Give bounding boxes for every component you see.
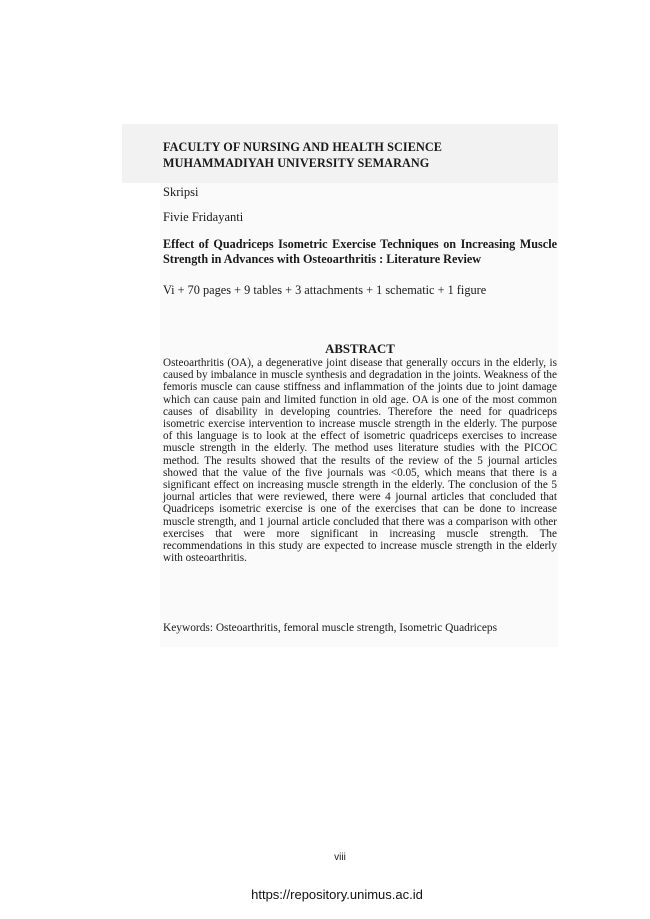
abstract-body: Osteoarthritis (OA), a degenerative joint disease that generally occurs in the elderly, is caused by imbalance in muscle synthesis and degradation in the joints. Weakness of the femoris muscle can cause stiffness and inflammation of the joints due to joint damage which can cause pain and limited function in old age. OA is one of the most common causes of disability in developing countries. Therefore the need for quadriceps isometric exercise intervention to increase muscle strength in the elderly. The purpose of this language is to look at the effect of isometric quadriceps exercises to increase muscle strength in the elderly. The method uses literature studies with the PICOC method. The results showed that the results of the review of the 5 journal articles showed that the value of the five journals was <0.05, which means that there is a significant effect on increasing muscle strength in the elderly. The conclusion of the 5 journal articles that were reviewed, there were 4 journal articles that concluded that Quadriceps isometric exercise is one of the exercises that can be done to increase muscle strength, and 1 journal article concluded that there was a comparison with other exercises that were more significant in increasing muscle strength. The recommendations in this study are expected to increase muscle strength in the elderly with osteoarthritis. — [163, 357, 557, 565]
thesis-title: Effect of Quadriceps Isometric Exercise Techniques on Increasing Muscle Strength in Advances with Osteoarthritis : Literature Review — [163, 237, 557, 266]
document-type: Skripsi — [163, 185, 199, 199]
abstract-heading: ABSTRACT — [325, 342, 395, 356]
keywords: Keywords: Osteoarthritis, femoral muscle strength, Isometric Quadriceps — [163, 622, 498, 634]
faculty-header — [163, 139, 553, 171]
page-counts: Vi + 70 pages + 9 tables + 3 attachments + 1 schematic + 1 figure — [163, 283, 487, 297]
author-name: Fivie Fridayanti — [163, 210, 244, 224]
page-number: viii — [334, 852, 346, 863]
footer-url[interactable]: https://repository.unimus.ac.id — [251, 887, 423, 902]
faculty-line-1: FACULTY OF NURSING AND HEALTH SCIENCE — [163, 140, 442, 154]
faculty-line-2: MUHAMMADIYAH UNIVERSITY SEMARANG — [163, 156, 430, 170]
